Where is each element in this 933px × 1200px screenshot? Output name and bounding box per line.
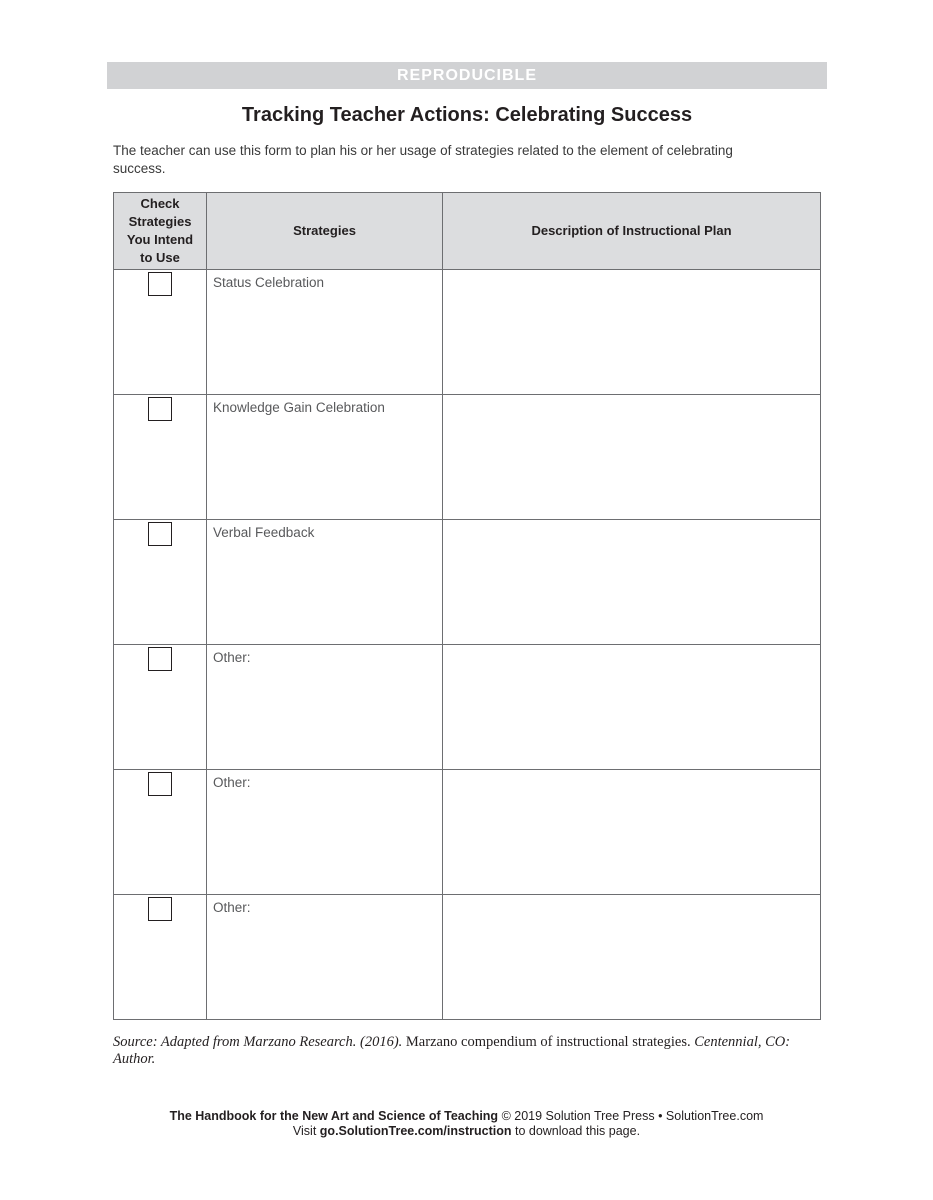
strategy-label: Other: <box>213 650 251 665</box>
table-row <box>114 895 821 1020</box>
strategy-cell <box>207 270 443 395</box>
strategy-cell <box>207 770 443 895</box>
table-row <box>114 645 821 770</box>
check-cell <box>114 770 207 895</box>
strategy-cell <box>207 895 443 1020</box>
strategy-label: Other: <box>213 900 251 915</box>
source-citation <box>113 1034 833 1068</box>
strategy-checkbox[interactable] <box>148 397 172 421</box>
description-cell[interactable] <box>443 645 821 770</box>
table-row <box>114 270 821 395</box>
description-cell[interactable] <box>443 395 821 520</box>
header-description: Description of Instructional Plan <box>443 193 821 270</box>
strategy-cell <box>207 520 443 645</box>
footer-copyright: © 2019 Solution Tree Press • SolutionTree.com <box>501 1109 764 1123</box>
table-header-row <box>114 193 821 270</box>
footer-visit: Visit <box>292 1124 317 1138</box>
tracking-table <box>113 192 821 1020</box>
header-strategies: Strategies <box>207 193 443 270</box>
description-cell[interactable] <box>443 895 821 1020</box>
strategy-checkbox[interactable] <box>148 522 172 546</box>
page-title: Tracking Teacher Actions: Celebrating Success <box>241 104 693 126</box>
check-cell <box>114 645 207 770</box>
intro-text: The teacher can use this form to plan his or her usage of strategies related to the element of celebrating success. <box>113 143 733 176</box>
footer-line-2 <box>0 1124 933 1139</box>
check-cell <box>114 270 207 395</box>
footer-download: to download this page. <box>514 1124 641 1138</box>
table-row <box>114 520 821 645</box>
description-cell[interactable] <box>443 520 821 645</box>
header-check <box>114 193 207 270</box>
check-cell <box>114 395 207 520</box>
strategy-label: Verbal Feedback <box>213 525 315 540</box>
description-cell[interactable] <box>443 770 821 895</box>
strategy-cell <box>207 395 443 520</box>
strategy-checkbox[interactable] <box>148 272 172 296</box>
header-check-label: Check Strategies You Intend to Use <box>126 196 194 265</box>
strategy-label: Other: <box>213 775 251 790</box>
strategy-checkbox[interactable] <box>148 897 172 921</box>
footer-line-1 <box>0 1109 933 1124</box>
strategy-checkbox[interactable] <box>148 647 172 671</box>
page-footer <box>0 1109 933 1139</box>
footer-url-link[interactable]: go.SolutionTree.com/instruction <box>319 1124 512 1138</box>
reproducible-banner: REPRODUCIBLE <box>107 62 827 89</box>
strategy-checkbox[interactable] <box>148 772 172 796</box>
description-cell[interactable] <box>443 270 821 395</box>
check-cell <box>114 520 207 645</box>
source-part1: Source: Adapted from Marzano Research. (2016). <box>113 1034 403 1050</box>
strategy-label: Knowledge Gain Celebration <box>213 400 385 415</box>
strategy-cell <box>207 645 443 770</box>
source-part3: Centennial, CO: Author. <box>113 1034 791 1067</box>
source-part2: Marzano compendium of instructional strategies. <box>405 1034 691 1050</box>
footer-book-title: The Handbook for the New Art and Science of Teaching <box>169 1109 499 1123</box>
check-cell <box>114 895 207 1020</box>
strategy-label: Status Celebration <box>213 275 325 290</box>
table-row <box>114 395 821 520</box>
table-row <box>114 770 821 895</box>
